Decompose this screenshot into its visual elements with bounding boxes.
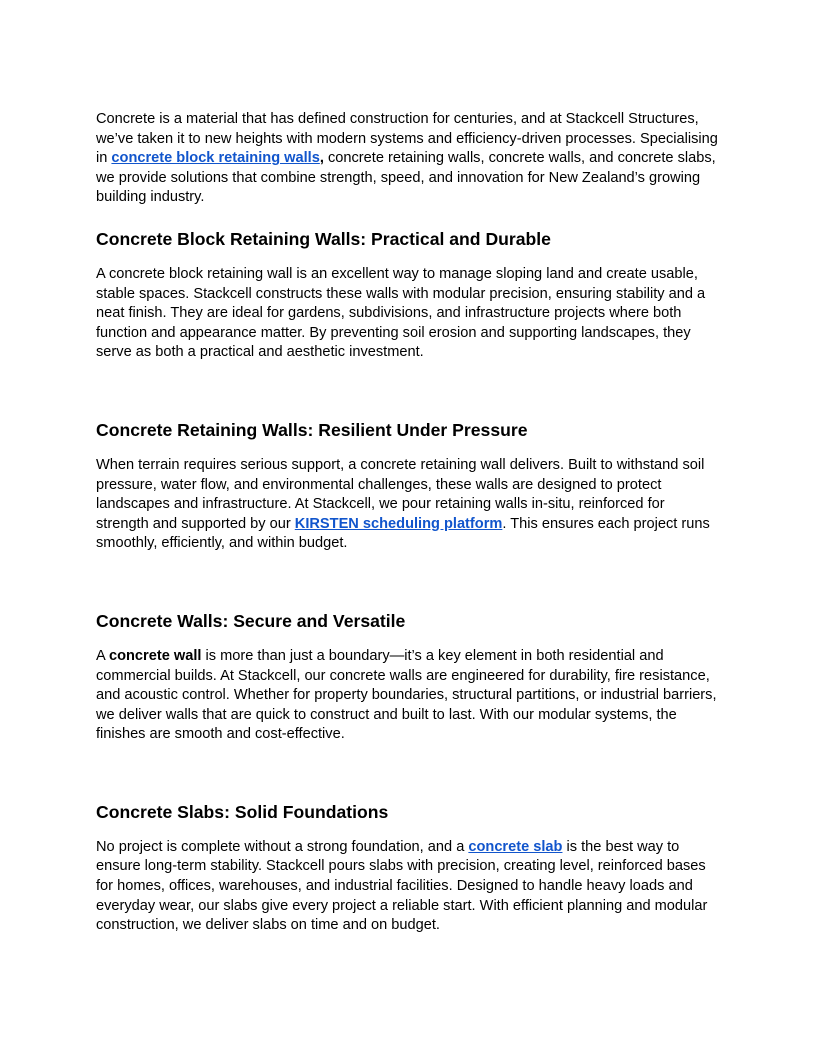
kirsten-scheduling-platform-link[interactable]: KIRSTEN scheduling platform: [294, 515, 503, 532]
concrete-slabs-heading: Concrete Slabs: Solid Foundations: [96, 801, 389, 822]
block-retaining-walls-paragraph: A concrete block retaining wall is an excellent way to manage sloping land and create usable, stable spaces. Stackcell constructs these walls with modular precision, ensuring stability and a neat finish. They are ideal for gardens, subdivisions, and infrastructure projects where both function and appearance matter. By preventing soil erosion and supporting landscapes, they serve as both a practical and aesthetic investment.: [96, 265, 706, 361]
retaining-walls-heading: Concrete Retaining Walls: Resilient Under Pressure: [96, 419, 528, 440]
concrete-slab-link[interactable]: concrete slab: [468, 838, 563, 855]
concrete-walls-heading: Concrete Walls: Secure and Versatile: [96, 610, 406, 631]
intro-text-1: Concrete is a material that has defined construction for centuries, and at Stackcell Structures, we’ve taken it to new heights with modern systems and efficiency-driven processes. Specialising in: [96, 111, 718, 167]
intro-comma: ,: [319, 150, 324, 167]
retaining-walls-paragraph: [96, 456, 720, 554]
concrete-slabs-paragraph: [96, 838, 720, 936]
retaining-walls-text-2: . This ensures each project runs smoothly, efficiently, and within budget.: [96, 515, 710, 552]
concrete-wall-bold: concrete wall: [108, 647, 202, 664]
concrete-block-retaining-walls-link[interactable]: concrete block retaining walls: [111, 150, 320, 167]
block-retaining-walls-heading: Concrete Block Retaining Walls: Practical and Durable: [96, 228, 551, 249]
concrete-slabs-text-2: is the best way to ensure long-term stability. Stackcell pours slabs with precision, creating level, reinforced bases for homes, offices, warehouses, and industrial facilities. Designed to handle heavy loads and everyday wear, our slabs give every project a reliable start. With efficient planning and modular construction, we deliver slabs on time and on budget.: [96, 838, 708, 934]
retaining-walls-text-1: When terrain requires serious support, a concrete retaining wall delivers. Built to withstand soil pressure, water flow, and environmental challenges, these walls are designed to protect landscapes and infrastructure. At Stackcell, we pour retaining walls in-situ, reinforced for strength and supported by our: [96, 456, 705, 532]
intro-text-2: concrete retaining walls, concrete walls, and concrete slabs, we provide solutions that combine strength, speed, and innovation for New Zealand’s growing building industry.: [96, 150, 716, 206]
concrete-walls-paragraph: [96, 647, 720, 745]
concrete-walls-text-1: A: [96, 647, 109, 664]
concrete-walls-text-2: is more than just a boundary—it’s a key element in both residential and commercial builds. At Stackcell, our concrete walls are engineered for durability, fire resistance, and acoustic control. Whether for property boundaries, structural partitions, or industrial barriers, we deliver walls that are quick to construct and built to last. With our modular systems, the finishes are smooth and cost-effective.: [96, 647, 717, 743]
intro-paragraph: [96, 110, 720, 208]
concrete-slabs-text-1: No project is complete without a strong foundation, and a: [96, 838, 469, 855]
